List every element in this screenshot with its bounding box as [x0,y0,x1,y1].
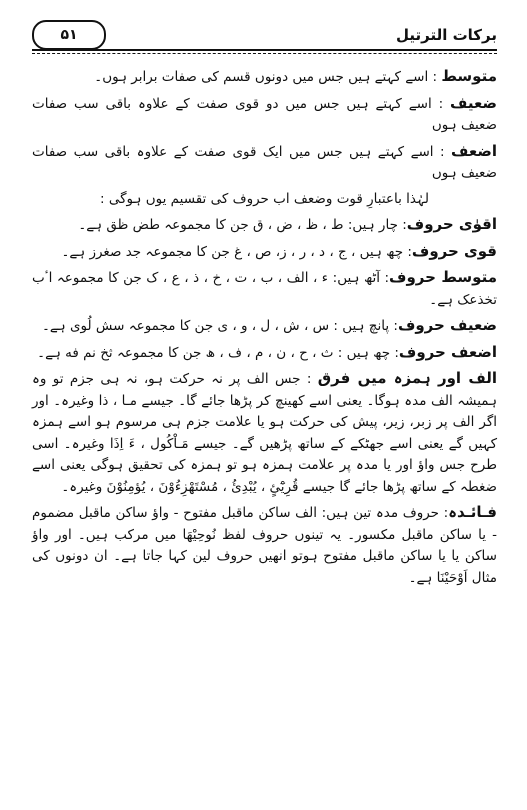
term-label: اقوٰی حروف [406,215,497,233]
term-label: ضعیف حروف [397,316,497,334]
paragraph-text: : جس الف پر نہ حرکت ہو، نہ ہی جزم تو وہ ہمیشہ الف مدہ ہوگا۔ یعنی اسے کھینچ کر پڑھا جائے گا۔ جیسے مـا ، ذا وغیرہ۔ اور اگر الف پر زبر، زیر، پیش کی حرکت ہو یا علامت جزم ہی مرسوم ہو اسے ہمزہ کہیں گے یعنی اسے جھٹکے کے ساتھ پڑھیں گے۔ جیسے مَـاْکُول ، ءَ اِذَا وغیرہ۔ اسی طرح جس واؤ اور یا مدہ پر علامت ہمزہ ہو تو ہمزہ کی تحقیق ہوگی یعنی اسے ضغطہ کے ساتھ پڑھا جائے گا جیسے قُرِیْٓئٍ ، یُبْدِیُٔ ، مُسْتَھْزِءُوْنَ ، یُؤمِنُوْنَ وغیرہ۔ [32,371,497,495]
header-dashed-divider [32,53,497,54]
paragraph-zaeef-huroof [32,315,497,338]
paragraph-text: : چھ ہیں : ث ، ح ، ن ، م ، ف ، ھ جن کا مجموعہ ثخ نم فه ہے۔ [37,344,399,361]
paragraph-division-intro [32,189,497,211]
paragraph-text: : پانچ ہیں : س ، ش ، ل ، و ، ی جن کا مجموعہ سش لُوی ہے۔ [41,318,398,334]
paragraph-text: : اسے کہتے ہیں جس میں دو قوی صفت کے علاوہ باقی سب صفات ضعیف ہوں [32,95,497,133]
paragraph-text: : حروف مدہ تین ہیں: الف ساکن ماقبل مفتوح - واؤ ساکن ماقبل مضموم - یا ساکن ماقبل مکسور۔ یہ تینوں حروف لفظ نُوحِیْهَا میں مرکب ہیں۔ اور واؤ ساکن یا یا ساکن ماقبل مفتوح ہوتو انھیں حروف لین کہا جاتا ہے۔ ان دونوں کی مثال اَوْحَیْنَا ہے۔ [32,505,497,586]
paragraph-qawi-huroof [32,241,497,264]
paragraph-azaaf [32,141,497,185]
term-label: متوسط [441,67,497,85]
paragraph-aqwa-huroof [32,214,497,237]
term-label: متوسط حروف [389,268,497,286]
term-label: ضعیف [450,93,497,112]
page-header [32,0,497,60]
paragraph-text: : آٹھ ہیں: ء ، الف ، ب ، ت ، خ ، ذ ، ع ، ک جن کا مجموعہ اٴب تخذعک ہے۔ [32,270,497,308]
paragraph-azaaf-huroof [32,342,497,365]
term-label: الف اور ہمزہ میں فرق [317,369,497,387]
term-label: اضعف [451,141,497,160]
term-label: اضعف حروف [398,342,497,361]
page-body [32,66,497,589]
paragraph-alif-hamza [32,368,497,498]
paragraph-mutawassit-huroof [32,267,497,311]
paragraph-text: : اسے کہتے ہیں جس میں ایک قوی صفت کے علاوہ باقی سب صفات ضعیف ہوں [32,143,497,181]
paragraph-text: : اسے کہتے ہیں جس میں دونوں قسم کی صفات برابر ہوں۔ [94,69,442,85]
term-label: فـائـدہ [448,503,497,521]
header-divider [32,49,497,51]
paragraph-text: لہٰذا باعتبارِ قوت وضعف اب حروف کی تقسیم یوں ہوگی : [100,190,429,207]
paragraph-text: : چار ہیں: ط ، ظ ، ض ، ق جن کا مجموعہ طض ظق ہے۔ [78,217,407,233]
paragraph-mutawassit [32,66,497,89]
paragraph-text: : چھ ہیں ، ج ، د ، ر ، ز، ص ، غ جن کا مجموعہ جد صغرز ہے۔ [61,243,412,260]
page-number-badge: ۵۱ [32,20,106,50]
term-label: قوی حروف [411,241,497,260]
book-title: برکات الترتیل [396,26,497,44]
paragraph-faida [32,502,497,589]
paragraph-zaeef [32,93,497,137]
